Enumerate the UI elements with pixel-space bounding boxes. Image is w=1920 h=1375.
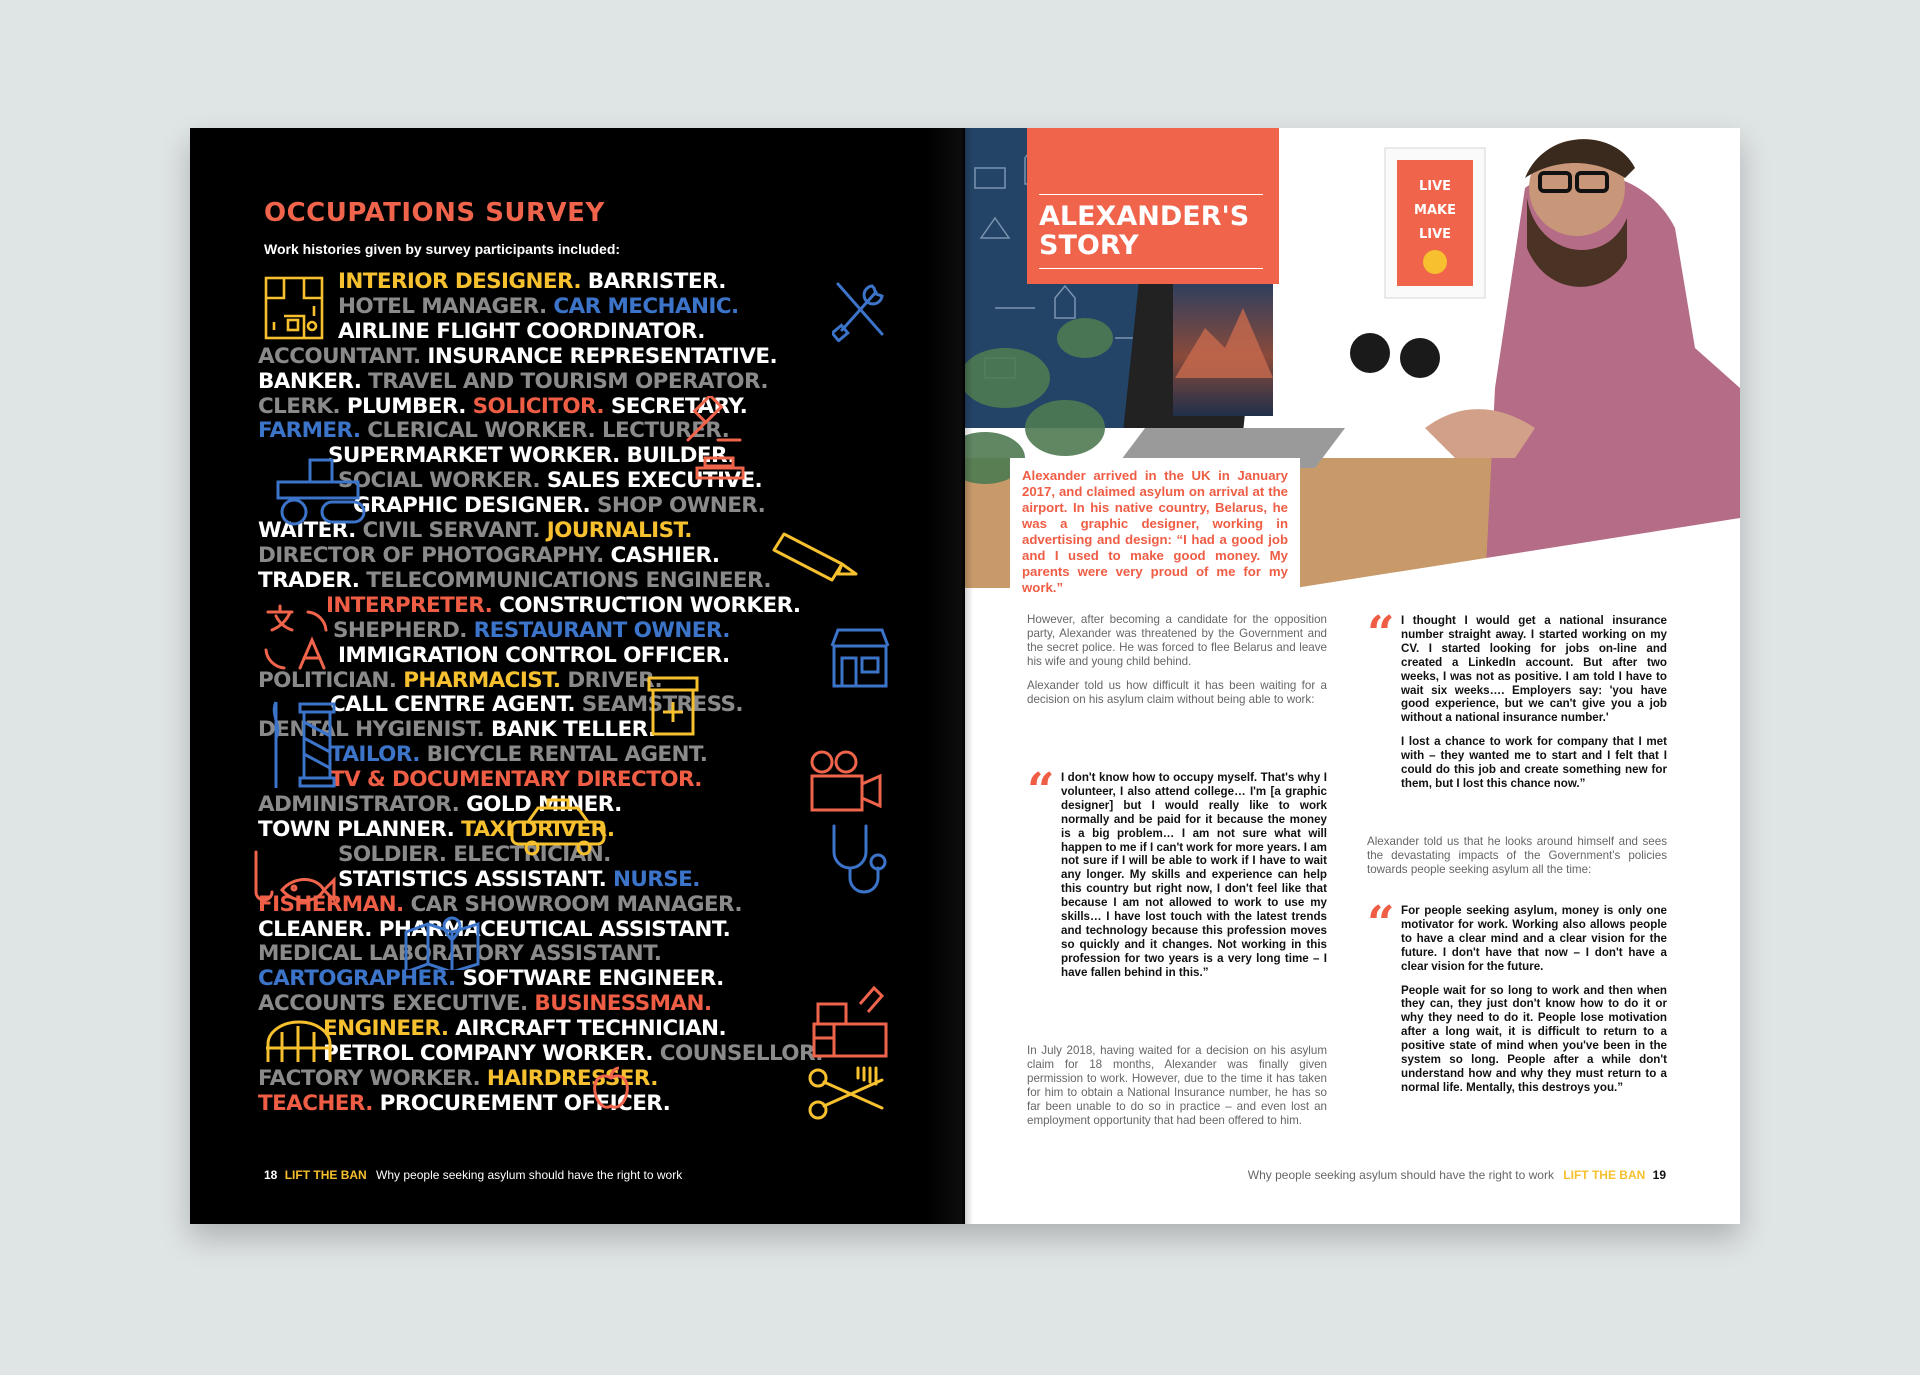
story-title — [1039, 202, 1249, 260]
title-rule-bottom — [1039, 268, 1263, 269]
occupation-word: INTERPRETER. — [326, 592, 493, 618]
occupation-line — [258, 619, 908, 644]
occupation-word: BICYCLE RENTAL AGENT. — [419, 742, 708, 768]
column-1 — [1027, 613, 1327, 716]
quote-block-1 — [1027, 763, 1327, 990]
occupation-line — [258, 918, 908, 943]
magazine-spread — [190, 128, 1740, 1224]
page-number-19: 19 — [1652, 1168, 1666, 1182]
occupation-word: INSURANCE REPRESENTATIVE. — [420, 343, 778, 369]
left-page — [190, 128, 965, 1224]
medicine-jar-icon — [645, 676, 701, 736]
occupation-word: LECTURER. — [595, 418, 730, 444]
occupation-word: SOLICITOR. — [465, 393, 604, 419]
occupation-word: TEACHER. — [258, 1090, 373, 1116]
occupation-word: PROCUREMENT OFFICER. — [372, 1090, 671, 1116]
quote-block-2 — [1367, 606, 1667, 801]
intro-box — [1010, 458, 1300, 593]
occupation-word: CALL CENTRE AGENT. — [330, 692, 575, 718]
shop-icon — [830, 626, 890, 690]
occupation-word: TOWN PLANNER. — [258, 816, 455, 842]
occupation-word: SOCIAL WORKER. — [338, 468, 540, 494]
occupation-line — [258, 270, 908, 295]
occupation-word: CLEANER. — [258, 916, 372, 942]
scissors-comb-icon — [804, 1064, 888, 1124]
occupation-word: GOLD MINER. — [459, 792, 622, 818]
occupation-word: PHARMACEUTICAL ASSISTANT. — [371, 916, 731, 942]
story-title-line1: ALEXANDER'S — [1039, 201, 1250, 232]
stethoscope-icon — [826, 822, 890, 900]
occupation-word: CARTOGRAPHER. — [258, 966, 456, 992]
occupation-line — [258, 395, 908, 420]
occupation-line — [258, 669, 908, 694]
right-page — [965, 128, 1740, 1224]
wrench-screwdriver-icon — [832, 278, 890, 342]
occupation-word: POLITICIAN. — [258, 667, 397, 693]
occupation-word: ENGINEER. — [323, 1016, 449, 1042]
col2-paragraph-1: Alexander told us that he looks around himself and sees the devastating impacts of the Government's policies towards people seeking asylum all the time: — [1367, 835, 1667, 876]
occupation-line — [258, 718, 908, 743]
occupation-word: ELECTRICIAN. — [446, 841, 611, 867]
occupation-word: ACCOUNTANT. — [258, 343, 421, 369]
occupation-word: IMMIGRATION CONTROL OFFICER. — [338, 642, 730, 668]
apple-icon — [592, 1066, 630, 1110]
footer-text: Why people seeking asylum should have the right to work — [376, 1168, 683, 1182]
map-pin-icon — [402, 916, 482, 970]
occupations-subtitle: Work histories given by survey participants included: — [264, 241, 621, 257]
occupation-word: CIVIL SERVANT. — [355, 518, 540, 544]
page-number-18: 18 — [264, 1168, 278, 1182]
occupation-line — [258, 345, 908, 370]
occupation-word: WORKER. — [362, 1066, 481, 1091]
occupation-word: HAIRDRESSER. — [480, 1066, 658, 1091]
fish-hook-icon — [246, 850, 336, 914]
occupation-word: LABORATORY ASSISTANT. — [361, 941, 662, 967]
quote-block-3 — [1367, 896, 1667, 1105]
quote3-paragraph-2: People wait for so long to work and then when they can, they just don't know how to do it or why they need to do it. People lose motivation after a long wait, it is difficult to return to a positive state of mind when you've been in the system so long. People after a while don't understand how and why they must return to a normal life. Mentally, this destroys you.” — [1401, 983, 1667, 1094]
brick-icon — [695, 456, 745, 480]
bridge-icon — [264, 1018, 334, 1064]
occupation-line — [258, 942, 908, 967]
occupation-word: BUILDER. — [619, 443, 735, 469]
col1-paragraph-3: In July 2018, having waited for a decision on his asylum claim for 18 months, Alexander was finally given permission to work. However, due to the time it has taken for him to obtain a National Insurance number, he has so far been unable to do so in practice – and even lost an employment opportunity that had been offered to him. — [1027, 1044, 1327, 1127]
occupation-word: HOTEL MANAGER. — [338, 293, 547, 319]
office-desk-icon — [810, 982, 890, 1062]
poster-word-2: MAKE — [1414, 203, 1456, 218]
occupation-line — [258, 320, 908, 345]
occupation-word: STATISTICS ASSISTANT. — [338, 866, 607, 892]
occupation-line — [258, 644, 908, 669]
occupation-word: PETROL COMPANY WORKER. — [323, 1041, 653, 1067]
occupation-word: JOURNALIST. — [539, 518, 692, 544]
intro-text: Alexander arrived in the UK in January 2017, and claimed asylum on arrival at the airport. In his native country, Belarus, he was a graphic designer, working in advertising and design: “I had a good job and I used to make good money. My parents were very proud of me for my work.” — [1022, 468, 1288, 595]
occupation-word: AIRCRAFT TECHNICIAN. — [448, 1016, 727, 1042]
pencil-icon — [770, 526, 860, 586]
occupation-word: BANK TELLER. — [484, 717, 656, 743]
quote-mark-icon: “ — [1367, 606, 1395, 662]
tractor-icon — [270, 456, 370, 526]
film-camera-icon — [802, 748, 890, 816]
occupation-word: SEAMSTRESS. — [574, 692, 743, 718]
thread-needle-icon — [264, 698, 344, 792]
occupation-word: WAITER. — [258, 518, 356, 544]
occupation-word: SOFTWARE ENGINEER. — [455, 966, 724, 992]
quote2-paragraph-1: I thought I would get a national insurance number straight away. I started working on my CV. I started looking for jobs on-line and created a LinkedIn account. But after two weeks, I was not as positive. I am told I have to wait six weeks…. Employers say: 'you have good experience, but we can't give you a job without a national insurance number.' — [1401, 614, 1667, 725]
occupation-word: ADMINISTRATOR. — [258, 792, 460, 818]
gavel-icon — [682, 396, 742, 446]
footer-brand: LIFT THE BAN — [1563, 1168, 1646, 1182]
occupation-word: CLERICAL WORKER. — [360, 418, 596, 444]
occupation-word: TRADER. — [258, 567, 360, 593]
occupation-word: SHOP OWNER. — [590, 493, 766, 519]
taxi-icon — [508, 798, 608, 858]
title-rule-top — [1039, 194, 1263, 195]
occupation-word: GRAPHIC DESIGNER. — [353, 493, 591, 519]
occupation-word: AIRLINE FLIGHT COORDINATOR. — [338, 318, 705, 344]
occupation-word: COUNSELLOR. — [652, 1041, 823, 1067]
footer-text: Why people seeking asylum should have the right to work — [1247, 1168, 1554, 1182]
occupation-word: FACTORY — [258, 1066, 363, 1091]
occupation-word: TV & DOCUMENTARY DIRECTOR. — [330, 767, 702, 793]
occupation-line — [258, 419, 908, 444]
occupation-word: CAR SHOWROOM MANAGER. — [403, 891, 742, 917]
col1-paragraph-2: Alexander told us how difficult it has been waiting for a decision on his asylum claim without being able to work: — [1027, 678, 1327, 706]
quote-mark-icon: “ — [1027, 763, 1055, 819]
occupation-word: PHARMACIST. — [396, 667, 561, 693]
quote-mark-icon: “ — [1367, 896, 1395, 952]
occupation-word: SECRETARY. — [603, 393, 748, 419]
col1-paragraph-1: However, after becoming a candidate for the opposition party, Alexander was threatened by the Government and the secret police. He was forced to flee Belarus and leave his wife and young child behind. — [1027, 613, 1327, 668]
occupation-word: SUPERMARKET WORKER. — [328, 443, 620, 469]
occupation-word: ACCOUNTS EXECUTIVE. — [258, 991, 528, 1017]
occupation-word: TAILOR. — [330, 742, 420, 768]
occupation-word: SHEPHERD. — [333, 617, 467, 643]
occupation-word: TRAVEL AND TOURISM OPERATOR. — [361, 368, 768, 394]
occupation-word: RESTAURANT OWNER. — [466, 617, 730, 643]
occupation-word: FISHERMAN. — [258, 891, 404, 917]
occupation-word: NURSE. — [606, 866, 700, 892]
occupation-word: DENTAL HYGIENIST. — [258, 717, 485, 743]
poster-word-3: LIVE — [1418, 227, 1452, 242]
occupation-word: CAR MECHANIC. — [546, 293, 739, 319]
story-title-line2: STORY — [1039, 230, 1139, 261]
occupations-title: OCCUPATIONS SURVEY — [264, 198, 605, 228]
column-2 — [1367, 835, 1667, 887]
occupation-word: TAXI DRIVER. — [454, 816, 615, 842]
occupation-word: INTERIOR DESIGNER. — [338, 269, 581, 294]
occupation-word: MEDICAL — [258, 941, 362, 967]
occupation-word: FARMER. — [258, 418, 361, 444]
occupation-word: PLUMBER. — [339, 393, 466, 419]
occupation-word: DRIVER. — [560, 667, 663, 693]
occupation-word: CLERK. — [258, 393, 340, 419]
floor-plan-icon — [264, 276, 324, 340]
left-page-footer — [264, 1168, 682, 1182]
occupation-line — [258, 868, 908, 893]
occupation-word: SOLDIER. — [338, 841, 447, 867]
occupation-word: BARRISTER. — [580, 269, 726, 294]
occupation-word: BANKER. — [258, 368, 362, 394]
occupation-word: DIRECTOR OF PHOTOGRAPHY. — [258, 542, 604, 568]
occupation-line — [258, 693, 908, 718]
story-title-box — [1027, 128, 1279, 284]
occupation-line — [258, 295, 908, 320]
occupation-line — [258, 370, 908, 395]
occupation-word: CONSTRUCTION WORKER. — [492, 592, 801, 618]
translate-icon — [260, 602, 332, 676]
quote3-paragraph-1: For people seeking asylum, money is only one motivator for work. Working also allows people to have a clear mind and a clear vision for the future. I don't have that now – I don't have a clear vision for the future. — [1401, 904, 1667, 973]
occupation-line — [258, 893, 908, 918]
occupation-word: BUSINESSMAN. — [527, 991, 712, 1017]
occupation-word: TELECOMMUNICATIONS ENGINEER. — [359, 567, 771, 593]
quote2-paragraph-2: I lost a chance to work for company that I met with – they wanted me to start and I felt that I could do this job and create something new for them, but I lost this chance now.” — [1401, 735, 1667, 790]
footer-brand: LIFT THE BAN — [284, 1168, 367, 1182]
occupation-line — [258, 594, 908, 619]
quote1-text: I don't know how to occupy myself. That's why I volunteer, I also attend college… I'm [a graphic designer] but I would really like to work normally and be paid for it because the money is a big problem… I am not sure what will happen to me if I can't work for more years. I am not sure if I will be able to work if I have to wait any longer. My skills and experience can help this country but right now, I don't feel like that because I am not allowed to work to use my skills… I have lost touch with the latest trends and technology because this profession moves so quickly and it changes. Not working in this profession for two years is a very long time – I have fallen behind in this.” — [1061, 771, 1327, 979]
column-1-bottom — [1027, 1044, 1327, 1137]
right-page-footer — [1248, 1168, 1666, 1182]
occupation-word: SALES EXECUTIVE. — [539, 468, 763, 494]
occupation-word: CASHIER. — [603, 542, 720, 568]
poster-word-1: LIVE — [1418, 179, 1452, 194]
